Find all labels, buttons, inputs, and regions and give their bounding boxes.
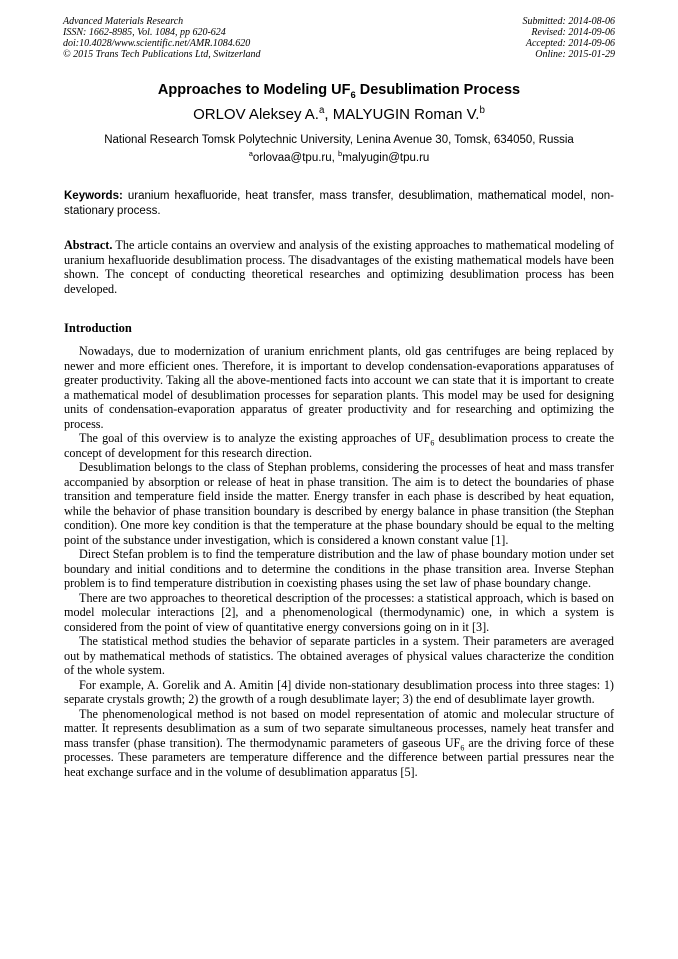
submitted-date: Submitted: 2014-08-06 [522,16,615,27]
revised-date: Revised: 2014-09-06 [531,27,615,38]
doi: doi:10.4028/www.scientific.net/AMR.1084.620 [63,38,251,49]
journal-info [63,16,261,60]
paragraph: Direct Stefan problem is to find the temperature distribution and the law of phase boundary motion under set boundary and initial conditions and to determine the conditions in the phase transition area. Inverse Stephan problem is to find temperature distribution in coexisting phases using the set law of phase boundary change. [64,547,614,590]
issn: ISSN: 1662-8985, Vol. 1084, pp 620-624 [63,27,226,38]
introduction-body [64,344,614,779]
copyright: © 2015 Trans Tech Publications Ltd, Switzerland [63,49,261,60]
email-a: orlovaa@tpu.ru [252,152,332,164]
email-b: malyugin@tpu.ru [342,152,430,164]
paragraph: Desublimation belongs to the class of Stephan problems, considering the processes of heat and mass transfer accompanied by absorption or release of heat in phase transition. The aim is to detect the boundaries of phase transition and temperature field inside the matter. Energy transfer in each phase is described by heat equation, while the behavior of phase transition boundary is described by energy balance in phase transition (the Stephan condition). One more key condition is that the temperature at the phase boundary should be equal to the melting point of the substance under investigation, which is considered a known constant value [1]. [64,460,614,547]
affiliation: National Research Tomsk Polytechnic University, Lenina Avenue 30, Tomsk, 634050, Russia [104,134,574,146]
section-heading-introduction: Introduction [64,321,132,335]
dates-info [523,16,616,60]
abstract: Abstract. The article contains an overview and analysis of the existing approaches to mathematical modeling of uranium hexafluoride desublimation process. The disadvantages of the existing mathematical models have been shown. The concept of conducting theoretical researches and optimizing desublimation process has been developed. [64,238,614,296]
author-orlov: ORLOV Aleksey A. [193,106,319,123]
paper-title: Approaches to Modeling $UF_6$ Desublimation Process [157,82,521,100]
author-malyugin: MALYUGIN Roman V. [332,106,480,123]
paragraph: Nowadays, due to modernization of uranium enrichment plants, old gas centrifuges are being replaced by newer and more efficient ones. Therefore, it is important to develop condensation-evaporations apparatuses of greater productivity. Taking all the above-mentioned facts into account we can state that it is important to create a mathematical model of desublimation processes for separation plants. This model may be used for designing units of condensation-evaporation apparatus of greater productivity and for researching and optimizing the process. [64,344,614,431]
online-date: Online: 2015-01-29 [535,49,615,60]
accepted-date: Accepted: 2014-09-06 [525,38,615,49]
paragraph: There are two approaches to theoretical description of the processes: a statistical approach, which is based on model molecular interactions [2], and a phenomenological (thermodynamic) one, in which a system is considered from the point of view of quantitative energy conversions going on in it [3]. [64,590,614,634]
keywords-label: Keywords: [64,190,123,202]
paragraph: The phenomenological method is not based on model representation of atomic and molecular structure of matter. It represents desublimation as a sum of two separate simultaneous processes, namely heat transfer and mass transfer (phase transition). The thermodynamic parameters of gaseous $UF_6$ are the driving force of these processes. These parameters are temperature difference and the difference between partial pressures near the heat exchange surface and in the volume of desublimation apparatus [5]. [64,706,614,779]
authors: ORLOV Aleksey A.$^a$, MALYUGIN Roman V.$^b$ [193,105,485,123]
journal-name: Advanced Materials Research [63,16,184,27]
paragraph: The statistical method studies the behavior of separate particles in a system. Their parameters are averaged out by mathematical methods of statistics. The obtained averages of physical values characterize the condition of the whole system. [64,634,614,677]
paragraph: For example, A. Gorelik and A. Amitin [4] divide non-stationary desublimation process into three stages: 1) separate crystals growth; 2) the growth of a rough desublimate layer; 3) the end of desublimate layer growth. [64,677,614,706]
paragraph: The goal of this overview is to analyze the existing approaches of $UF_6$ desublimation process to create the concept of development for this research direction. [64,431,614,460]
keywords: Keywords: uranium hexafluoride, heat transfer, mass transfer, desublimation, mathematical model, non-stationary process. [64,190,614,217]
author-emails: $^a$orlovaa@tpu.ru, $^b$malyugin@tpu.ru [248,149,430,164]
abstract-label: Abstract. [64,238,113,252]
